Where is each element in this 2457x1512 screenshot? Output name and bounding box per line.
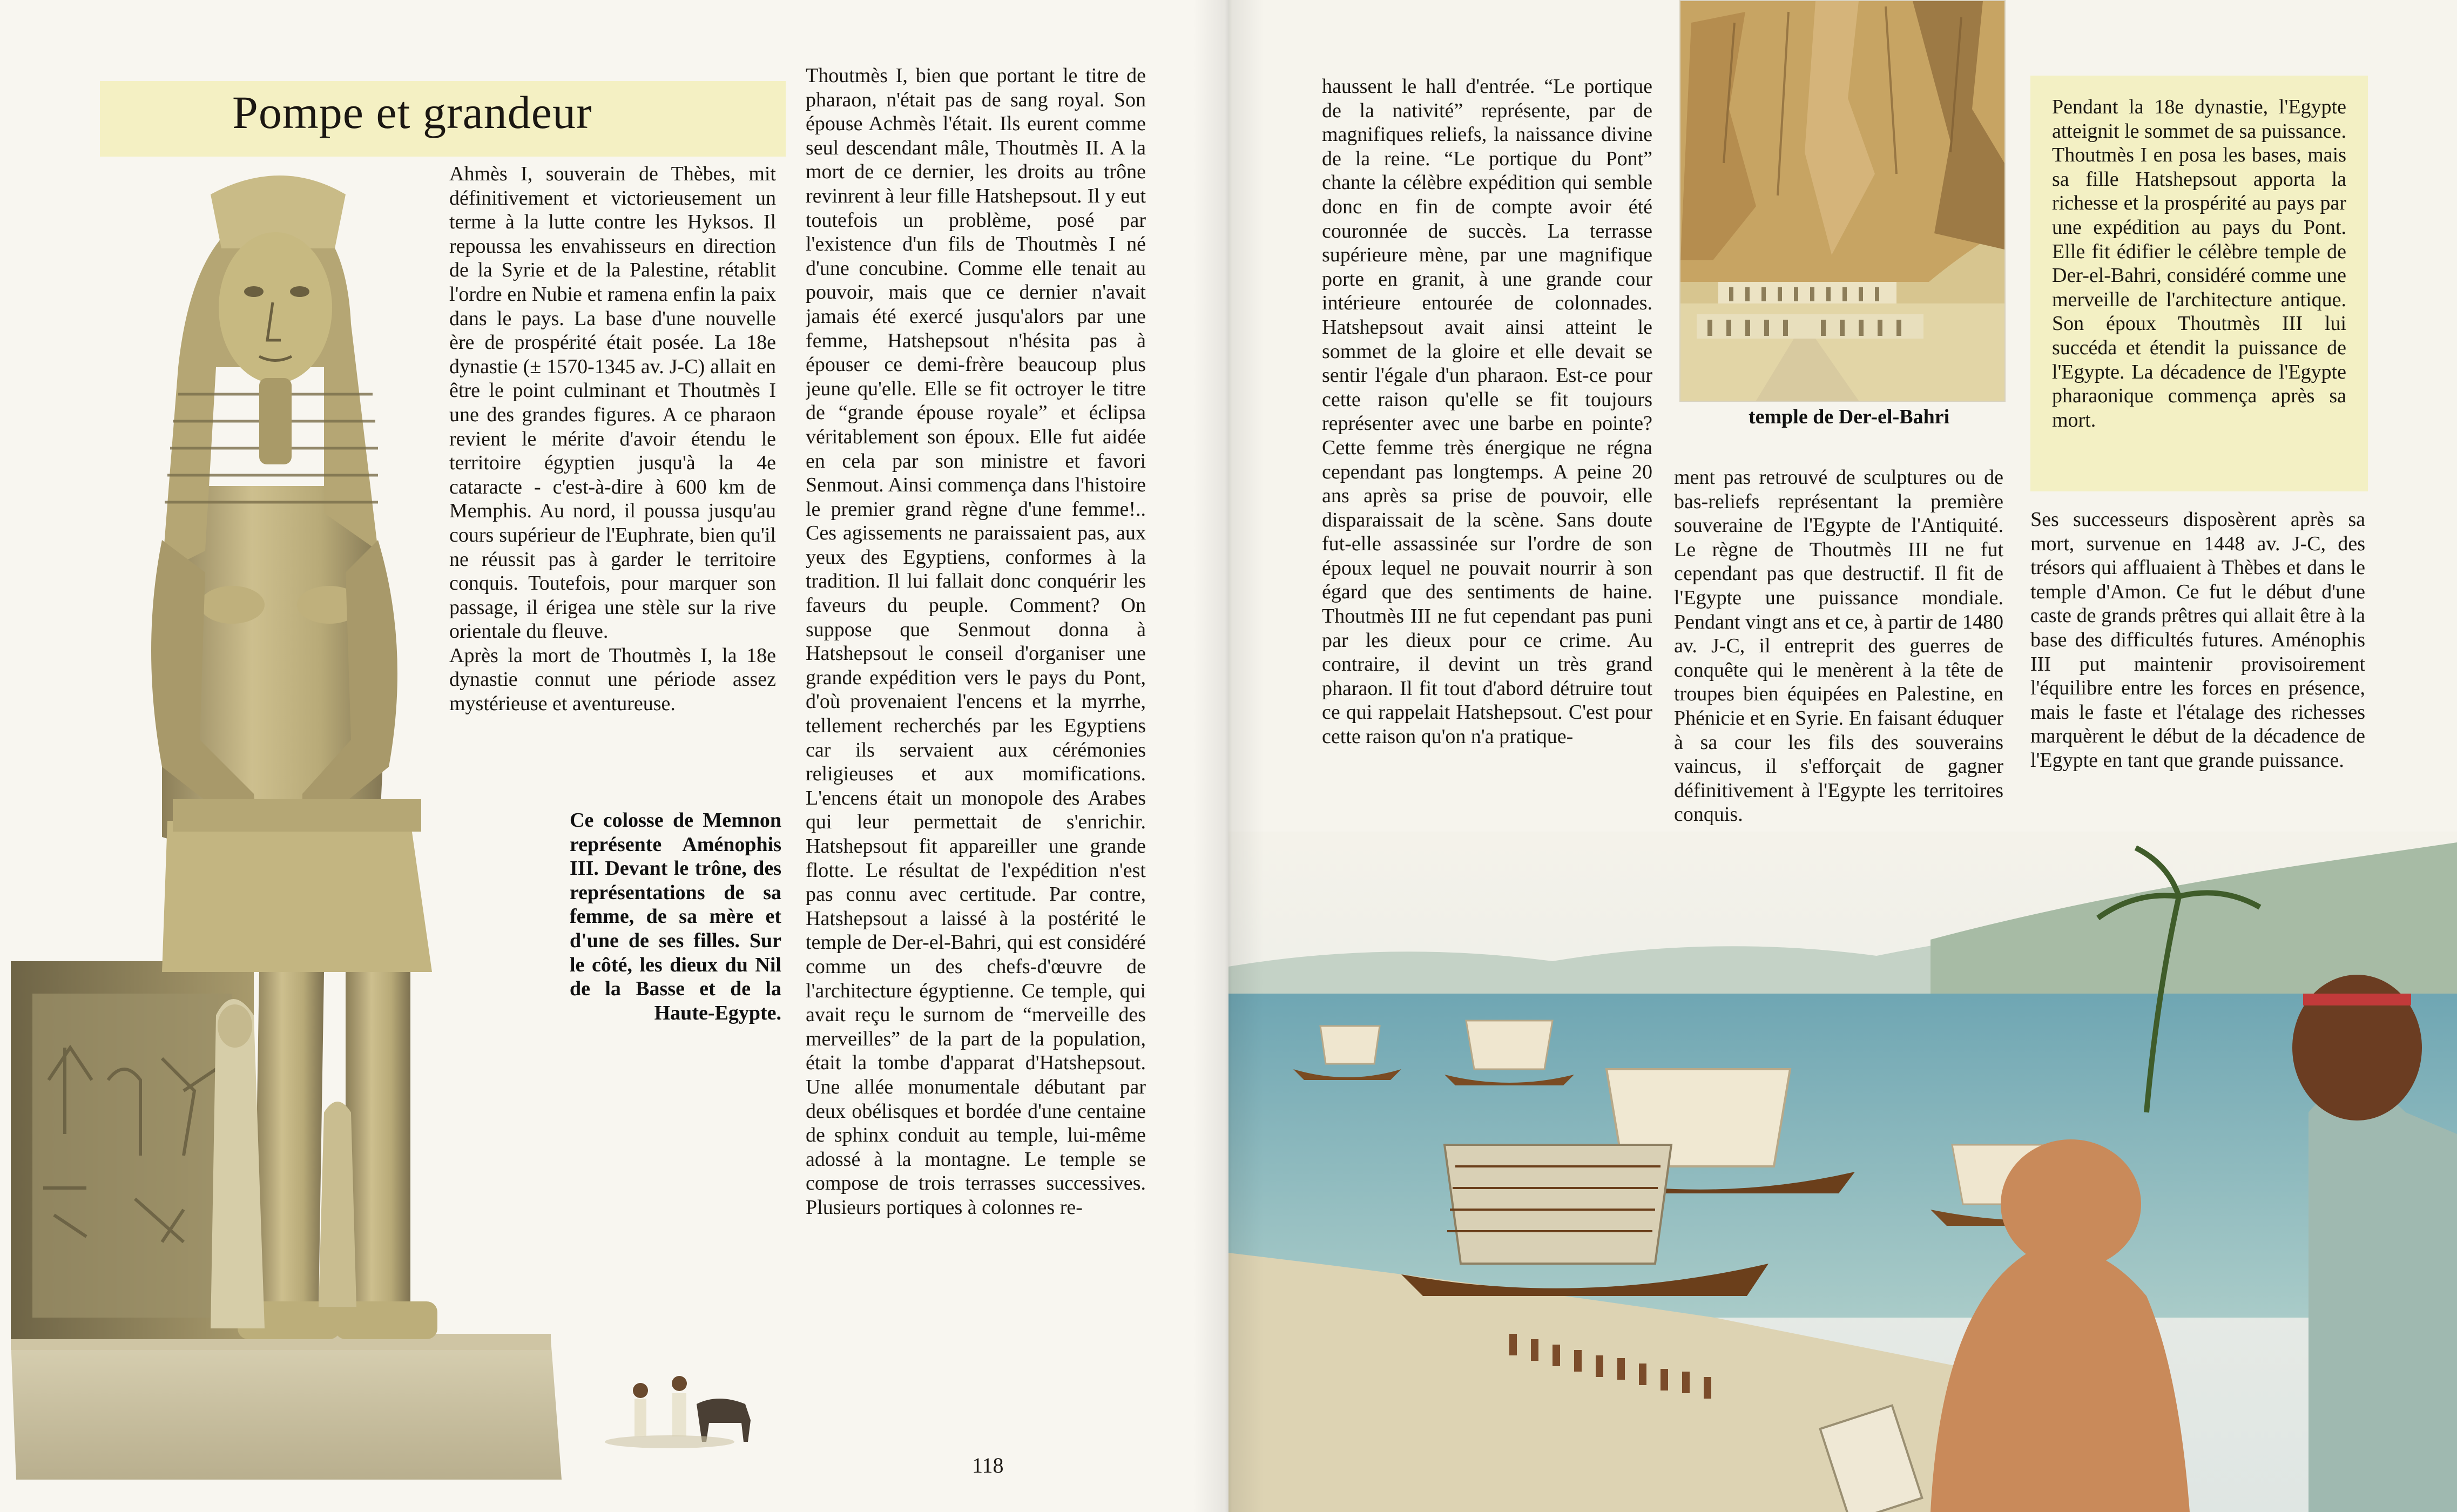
memnon-caption: Ce colosse de Memnon représente Aménophis III. Devant le trône, des représentations de sa femme, de sa mère et d'une de ses filles. Sur le côté, les dieux du Nil de la Basse et de la Haute-Egypte. (570, 809, 781, 1024)
text-column-1 (449, 162, 776, 837)
text-column-5 (2030, 508, 2365, 832)
left-page (0, 0, 1228, 1512)
paragraph: Après la mort de Thoutmès I, la 18e dynastie connut une période assez mystérieuse et aventureuse. (449, 644, 776, 716)
text-column-4 (1674, 465, 2003, 827)
page-number: 118 (972, 1453, 1004, 1477)
paragraph: haussent le hall d'entrée. “Le portique de la nativité” représente, par de magnifiques reliefs, la naissance divine de la reine. “Le portique du Pont” chante la célèbre expédition qui semble donc en fin de compte avoir été couronnée de succès. La terrasse supérieure mène, par une magnifique porte en granit, à une grande cour intérieure entourée de colonnades. Hatshepsout avait ainsi atteint le sommet de la gloire et elle devait se sentir l'égale d'un pharaon. Est-ce pour cette raison qu'elle se fit toujours représenter avec une barbe en pointe? Cette femme très énergique ne régna cependant pas longtemps. A peine 20 ans après sa prise de pouvoir, elle disparaissait de la scène. Sans doute fut-elle assassinée sur l'ordre de son époux lequel ne pouvait nourrir à son égard que des sentiments de haine. Thoutmès III ne fut cependant pas puni par les dieux pour ce crime. Au contraire, il devint un très grand pharaon. Il fit tout d'abord détruire tout ce qui rappelait Hatshepsout. C'est pour cette raison qu'on n'a pratique- (1322, 75, 1652, 748)
paragraph: Thoutmès I, bien que portant le titre de pharaon, n'était pas de sang royal. Son épouse Achmès l'était. Ils eurent comme seul descendant mâle, Thoutmès II. A la mort de ce dernier, les droits au trône revinrent à leur fille Hatshepsout. Il y eut toutefois un problème, posé par l'existence d'un fils de Thoutmès I né d'une concubine. Comme elle tenait au pouvoir, mais que ce dernier n'avait jamais été exercé jusqu'alors par une femme, Hatshepsout n'hésita pas à épouser ce demi-frère beaucoup plus jeune qu'elle. Elle se fit octroyer le titre de “grande épouse royale” et éclipsa véritablement son époux. Elle fut aidée en cela par son ministre et favori Senmout. Ainsi commença dans l'histoire le premier grand règne d'une femme!.. Ces agissements ne paraissaient pas, aux yeux des Egyptiens, conformes à la tradition. Il lui fallait donc conquérir les faveurs du peuple. Comment? On suppose que Senmout donna à Hatshepsout le conseil d'organiser une grande expédition vers le pays du Pont, d'où provenaient l'encens et la myrrhe, tellement recherchés par les Egyptiens car ils servaient aux cérémonies religieuses et aux momifications. L'encens était un monopole des Arabes qui leur permettait de s'enrichir. Hatshepsout fit appareiller une grande flotte. Le résultat de l'expédition n'est pas connu avec certitude. Par contre, Hatshepsout a laissé à la postérité le temple de Der-el-Bahri, qui est considéré comme un des chefs-d'œuvre de l'architecture égyptienne. Ce temple, qui avait reçu le surnom de “merveille des merveilles” de la part de la population, était la tombe d'apparat d'Hatshepsout. Une allée monumentale débutant par deux obélisques et bordée d'une centaine de sphinx conduit au temple, lui-même adossé à la montagne. Le temple se compose de trois terrasses successives. Plusieurs portiques à colonnes re- (806, 64, 1146, 1219)
page-title: Pompe et grandeur (232, 86, 592, 138)
book-gutter (1193, 0, 1264, 1512)
paragraph: ment pas retrouvé de sculptures ou de bas-reliefs représentant la première souveraine de l'Egypte de l'Antiquité. Le règne de Thoutmès III ne fut cependant pas que destructif. Il fit de l'Egypte une puissance mondiale. Pendant vingt ans et ce, à partir de 1480 av. J-C, il entreprit des guerres de conquête qui le menèrent à la tête de troupes bien équipées en Palestine, en Phénicie et en Syrie. En faisant éduquer à sa cour les fils des souverains vaincus, il s'efforçait de gagner définitivement à l'Egypte les territoires conquis. (1674, 466, 2003, 826)
text-column-3 (1322, 75, 1652, 825)
paragraph: Ses successeurs disposèrent après sa mort, survenue en 1448 av. J-C, des trésors qui affluaient à Thèbes et dans le temple d'Amon. Ce fut le début d'une caste de grands prêtres qui allait être à la base des difficultés futures. Aménophis III put maintenir provisoirement l'équilibre entre les forces en présence, mais le faste et l'étalage des richesses marquèrent le début de la décadence de l'Egypte en tant que grande puissance. (2030, 508, 2365, 772)
temple-caption: temple de Der-el-Bahri (1749, 406, 1950, 428)
paragraph: Pendant la 18e dynastie, l'Egypte atteignit le sommet de sa puissance. Thoutmès I en posa les bases, mais sa fille Hatshepsout apporta la richesse et la prospérité au pays par une expédition au pays du Pont. Elle fit édifier le célèbre temple de Der-el-Bahri, considéré comme une merveille de l'architecture antique. Son époux Thoutmès III lui succéda et étendit la puissance de l'Egypte. La décadence de l'Egypte pharaonique commença après sa mort. (2052, 96, 2346, 431)
summary-box-text (2052, 95, 2346, 489)
der-el-bahri-temple-illustration (1679, 0, 2006, 402)
paragraph: Ahmès I, souverain de Thèbes, mit définitivement et victorieusement un terme à la lutte contre les Hyksos. Il repoussa les envahisseurs en direction de la Syrie et de la Palestine, rétablit l'ordre en Nubie et ramena enfin la paix dans le pays. La base d'une nouvelle ère de prospérité était posée. La 18e dynastie (± 1570-1345 av. J-C) allait en être le point culminant et Thoutmès I une des grandes figures. A ce pharaon revient le mérite d'avoir étendu le territoire égyptien jusqu'à la 4e cataracte - c'est-à-dire à 600 km de Memphis. Au nord, il poussa jusqu'au cours supérieur de l'Euphrate, bien qu'il ne réussit pas à garder le territoire conquis. Toutefois, pour marquer son passage, il érigea une stèle sur la rive orientale du fleuve. (449, 163, 776, 643)
pont-expedition-illustration (1228, 832, 2457, 1512)
text-column-2 (806, 64, 1146, 1408)
